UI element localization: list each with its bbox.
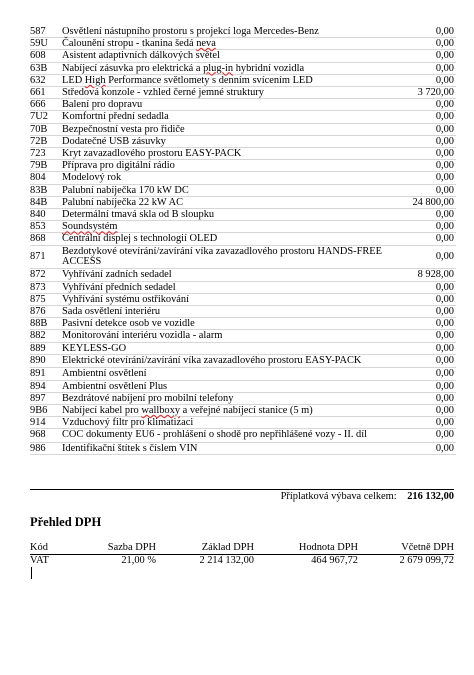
item-description: Palubní nabíječka 170 kW DC bbox=[62, 184, 392, 196]
table-row bbox=[30, 330, 456, 342]
item-description: Ambientní osvětlení bbox=[62, 368, 392, 380]
item-code: 914 bbox=[30, 417, 62, 429]
table-row bbox=[30, 429, 456, 442]
item-price: 0,00 bbox=[392, 342, 456, 354]
item-code: 873 bbox=[30, 281, 62, 293]
item-price: 0,00 bbox=[392, 442, 456, 454]
item-description: Osvětlení nástupního prostoru s projekcí loga Mercedes-Benz bbox=[62, 26, 392, 38]
table-row bbox=[30, 306, 456, 318]
vat-total: 2 679 099,72 bbox=[399, 554, 454, 566]
table-row bbox=[30, 269, 456, 281]
vat-amount: 464 967,72 bbox=[311, 554, 358, 566]
item-code: 891 bbox=[30, 368, 62, 380]
item-description: Elektrické otevírání/zavírání víka zavazadlového prostoru EASY-PACK bbox=[62, 354, 392, 367]
item-price: 0,00 bbox=[392, 160, 456, 172]
item-description: Ambientní osvětlení Plus bbox=[62, 380, 392, 392]
table-row bbox=[30, 233, 456, 245]
table-row bbox=[30, 74, 456, 86]
item-description: Identifikační štítek s číslem VIN bbox=[62, 442, 392, 454]
item-code: 872 bbox=[30, 269, 62, 281]
item-code: 88B bbox=[30, 318, 62, 330]
vat-code: VAT bbox=[30, 554, 49, 566]
vat-header-amount: Hodnota DPH bbox=[254, 542, 358, 554]
total-value: 216 132,00 bbox=[407, 491, 454, 502]
item-description: Vzduchový filtr pro klimatizaci bbox=[62, 417, 392, 429]
item-description: Vyhřívání zadních sedadel bbox=[62, 269, 392, 281]
item-code: 70B bbox=[30, 123, 62, 135]
item-code: 889 bbox=[30, 342, 62, 354]
item-price: 0,00 bbox=[392, 293, 456, 305]
item-price: 0,00 bbox=[392, 392, 456, 404]
table-row bbox=[30, 209, 456, 221]
item-description: Středová konzole - vzhled černé jemné struktury bbox=[62, 87, 392, 99]
item-code: 79B bbox=[30, 160, 62, 172]
text-cursor[interactable] bbox=[31, 567, 32, 579]
item-price: 0,00 bbox=[392, 245, 456, 269]
table-row bbox=[30, 221, 456, 233]
table-row bbox=[30, 342, 456, 354]
item-code: 63B bbox=[30, 62, 62, 74]
table-row bbox=[30, 245, 456, 269]
vat-summary-table bbox=[30, 542, 454, 566]
item-code: 876 bbox=[30, 306, 62, 318]
item-code: 666 bbox=[30, 99, 62, 111]
item-code: 59U bbox=[30, 38, 62, 50]
item-code: 882 bbox=[30, 330, 62, 342]
item-description: Kryt zavazadlového prostoru EASY-PACK bbox=[62, 148, 392, 160]
item-description: KEYLESS-GO bbox=[62, 342, 392, 354]
item-code: 9B6 bbox=[30, 404, 62, 416]
item-price: 0,00 bbox=[392, 135, 456, 147]
item-code: 853 bbox=[30, 221, 62, 233]
table-row bbox=[30, 196, 456, 208]
table-row bbox=[30, 184, 456, 196]
table-row bbox=[30, 38, 456, 50]
item-price: 0,00 bbox=[392, 99, 456, 111]
table-row bbox=[30, 50, 456, 62]
item-description: Vyhřívání předních sedadel bbox=[62, 281, 392, 293]
table-row bbox=[30, 281, 456, 293]
item-description: Bezdrátové nabíjení pro mobilní telefony bbox=[62, 392, 392, 404]
item-price: 0,00 bbox=[392, 62, 456, 74]
item-price: 0,00 bbox=[392, 50, 456, 62]
vat-header-code: Kód bbox=[30, 542, 82, 554]
item-code: 968 bbox=[30, 429, 62, 442]
item-price: 0,00 bbox=[392, 233, 456, 245]
table-row bbox=[30, 318, 456, 330]
item-price: 0,00 bbox=[392, 330, 456, 342]
table-row bbox=[30, 26, 456, 38]
vat-row bbox=[30, 554, 454, 566]
item-price: 0,00 bbox=[392, 306, 456, 318]
item-description: Modelový rok bbox=[62, 172, 392, 184]
item-description: Dodatečné USB zásuvky bbox=[62, 135, 392, 147]
item-code: 84B bbox=[30, 196, 62, 208]
item-price: 0,00 bbox=[392, 354, 456, 367]
item-description: Determální tmavá skla od B sloupku bbox=[62, 209, 392, 221]
item-price: 8 928,00 bbox=[392, 269, 456, 281]
item-price: 0,00 bbox=[392, 74, 456, 86]
item-description: Komfortní přední sedadla bbox=[62, 111, 392, 123]
item-description: LED High Performance světlomety s denním svícením LED bbox=[62, 74, 392, 86]
item-code: 587 bbox=[30, 26, 62, 38]
item-price: 0,00 bbox=[392, 318, 456, 330]
item-description: Pasivní detekce osob ve vozidle bbox=[62, 318, 392, 330]
item-code: 868 bbox=[30, 233, 62, 245]
item-price: 0,00 bbox=[392, 123, 456, 135]
item-description: Příprava pro digitální rádio bbox=[62, 160, 392, 172]
item-price: 0,00 bbox=[392, 429, 456, 442]
vat-section-title: Přehled DPH bbox=[30, 515, 102, 529]
item-price: 0,00 bbox=[392, 26, 456, 38]
item-description: Vyhřívání systému ostřikování bbox=[62, 293, 392, 305]
item-code: 875 bbox=[30, 293, 62, 305]
item-price: 0,00 bbox=[392, 184, 456, 196]
item-code: 723 bbox=[30, 148, 62, 160]
item-code: 890 bbox=[30, 354, 62, 367]
item-code: 661 bbox=[30, 87, 62, 99]
vat-header-rate: Sazba DPH bbox=[82, 542, 156, 554]
item-price: 0,00 bbox=[392, 281, 456, 293]
table-row bbox=[30, 368, 456, 380]
item-code: 871 bbox=[30, 245, 62, 269]
item-price: 0,00 bbox=[392, 380, 456, 392]
item-price: 0,00 bbox=[392, 404, 456, 416]
item-code: 804 bbox=[30, 172, 62, 184]
table-row bbox=[30, 160, 456, 172]
item-description: Bezdotykové otevírání/zavírání víka zavazadlového prostoru HANDS-FREE ACCESS bbox=[62, 245, 392, 269]
equipment-table bbox=[30, 26, 456, 455]
table-row bbox=[30, 99, 456, 111]
item-code: 986 bbox=[30, 442, 62, 454]
table-row bbox=[30, 87, 456, 99]
table-row bbox=[30, 111, 456, 123]
table-row bbox=[30, 62, 456, 74]
item-price: 24 800,00 bbox=[392, 196, 456, 208]
item-code: 894 bbox=[30, 380, 62, 392]
item-price: 0,00 bbox=[392, 148, 456, 160]
item-price: 0,00 bbox=[392, 417, 456, 429]
table-row bbox=[30, 392, 456, 404]
item-code: 608 bbox=[30, 50, 62, 62]
item-code: 83B bbox=[30, 184, 62, 196]
table-row bbox=[30, 148, 456, 160]
item-description: Sada osvětlení interiéru bbox=[62, 306, 392, 318]
item-description: Bezpečnostní vesta pro řidiče bbox=[62, 123, 392, 135]
item-code: 72B bbox=[30, 135, 62, 147]
vat-rate: 21,00 % bbox=[121, 554, 156, 566]
item-description: Centrální displej s technologií OLED bbox=[62, 233, 392, 245]
item-price: 0,00 bbox=[392, 172, 456, 184]
item-code: 7U2 bbox=[30, 111, 62, 123]
item-description: Asistent adaptivních dálkových světel bbox=[62, 50, 392, 62]
vat-base: 2 214 132,00 bbox=[199, 554, 254, 566]
table-row bbox=[30, 135, 456, 147]
table-row bbox=[30, 442, 456, 454]
total-label: Příplatková výbava celkem: bbox=[280, 491, 397, 502]
item-description: Nabíjecí kabel pro wallboxy a veřejné nabíjecí stanice (5 m) bbox=[62, 404, 392, 416]
item-price: 0,00 bbox=[392, 221, 456, 233]
item-code: 840 bbox=[30, 209, 62, 221]
item-price: 0,00 bbox=[392, 368, 456, 380]
table-row bbox=[30, 293, 456, 305]
item-price: 0,00 bbox=[392, 38, 456, 50]
item-description: Palubní nabíječka 22 kW AC bbox=[62, 196, 392, 208]
table-row bbox=[30, 354, 456, 367]
vat-header-total: Včetně DPH bbox=[358, 542, 454, 554]
item-description: Soundsystém bbox=[62, 221, 392, 233]
item-description: Nabíjecí zásuvka pro elektrická a plug-in hybridní vozidla bbox=[62, 62, 392, 74]
item-price: 3 720,00 bbox=[392, 87, 456, 99]
table-row bbox=[30, 172, 456, 184]
item-description: Monitorování interiéru vozidla - alarm bbox=[62, 330, 392, 342]
vat-header-row bbox=[30, 542, 454, 554]
item-code: 897 bbox=[30, 392, 62, 404]
table-row bbox=[30, 123, 456, 135]
item-code: 632 bbox=[30, 74, 62, 86]
table-row bbox=[30, 404, 456, 416]
item-description: Čalounění stropu - tkanina šedá neva bbox=[62, 38, 392, 50]
vat-header-base: Základ DPH bbox=[156, 542, 254, 554]
table-row bbox=[30, 417, 456, 429]
table-row bbox=[30, 380, 456, 392]
item-price: 0,00 bbox=[392, 209, 456, 221]
item-price: 0,00 bbox=[392, 111, 456, 123]
item-description: Balení pro dopravu bbox=[62, 99, 392, 111]
equipment-total bbox=[30, 489, 454, 502]
item-description: COC dokumenty EU6 - prohlášení o shodě pro nepřihlášené vozy - II. díl bbox=[62, 429, 392, 442]
